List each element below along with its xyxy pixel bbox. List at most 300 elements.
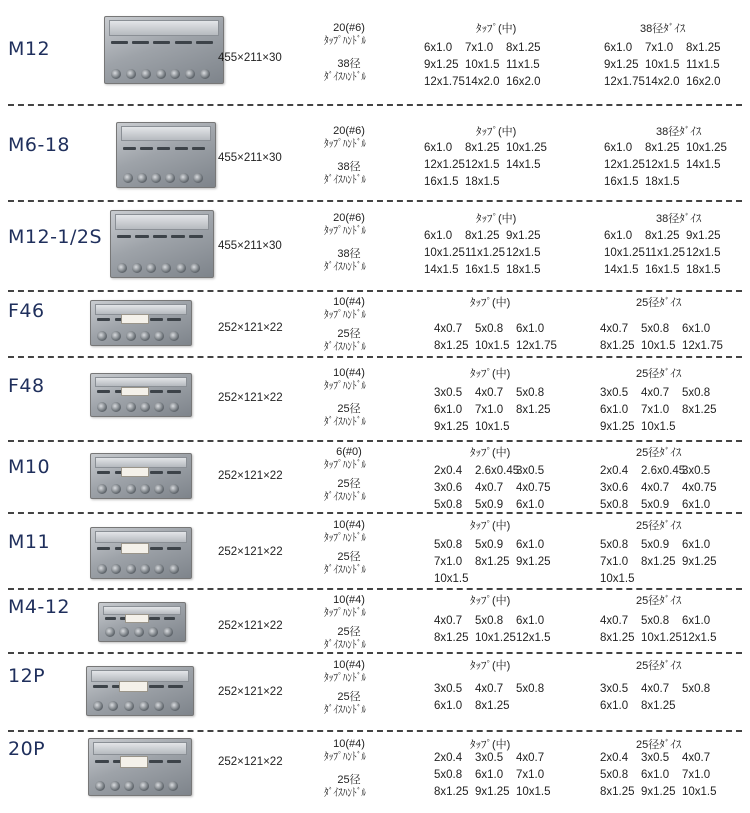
tap-slot xyxy=(123,147,136,150)
tap-handle-label: ﾀｯﾌﾟﾊﾝﾄﾞﾙ xyxy=(324,672,367,684)
case-dimensions: 252×121×22 xyxy=(218,322,283,334)
tap-size-grid xyxy=(434,385,557,436)
tap-slot xyxy=(167,547,180,550)
die-column-title: 25径ﾀﾞｲｽ xyxy=(636,297,682,309)
case-label xyxy=(121,387,149,396)
die-size: 6x1.0 xyxy=(641,769,670,781)
die-size: 4x0.7 xyxy=(600,323,629,335)
tap-slot xyxy=(171,235,185,238)
tap-size-row xyxy=(434,419,557,436)
die-disc xyxy=(154,402,164,412)
tap-handle-label: ﾀｯﾌﾟﾊﾝﾄﾞﾙ xyxy=(324,607,367,619)
tap-size: 4x0.7 xyxy=(434,615,463,627)
tap-size-row xyxy=(424,262,547,279)
tap-slot xyxy=(196,41,213,44)
tap-size: 8x1.25 xyxy=(475,700,510,712)
die-size-row xyxy=(604,174,727,191)
die-size: 10x1.25 xyxy=(641,632,682,644)
tap-size: 12x1.75 xyxy=(516,340,557,352)
tap-size-grid xyxy=(424,140,547,191)
tap-size: 10x1.5 xyxy=(434,573,469,585)
die-size: 16x1.5 xyxy=(604,176,639,188)
tap-slot xyxy=(167,760,181,763)
die-size: 2x0.4 xyxy=(600,752,629,764)
tap-slot xyxy=(175,147,188,150)
tap-size: 14x1.5 xyxy=(424,264,459,276)
tap-size-grid xyxy=(434,537,557,588)
die-size: 16x2.0 xyxy=(686,76,721,88)
die-disc xyxy=(139,701,149,711)
die-size: 8x1.25 xyxy=(645,142,680,154)
die-size: 4x0.7 xyxy=(682,752,711,764)
handle-spec xyxy=(324,22,384,84)
die-size: 4x0.7 xyxy=(641,387,670,399)
die-disc xyxy=(126,69,136,79)
die-size: 9x1.25 xyxy=(641,786,676,798)
die-size: 18x1.5 xyxy=(686,264,721,276)
die-size: 7x1.0 xyxy=(682,769,711,781)
case-lid xyxy=(95,531,187,543)
die-disc xyxy=(190,263,200,273)
die-disc xyxy=(140,484,150,494)
tap-size-grid xyxy=(434,681,557,715)
handle-gap xyxy=(324,151,374,161)
tap-handle-size: 10(#4) xyxy=(333,659,365,671)
tap-column-title: ﾀｯﾌﾟ(中) xyxy=(476,213,517,225)
die-size-row xyxy=(604,140,727,157)
die-size: 11x1.25 xyxy=(645,247,686,259)
die-size-grid xyxy=(600,537,723,588)
die-handle-label: ﾀﾞｲｽﾊﾝﾄﾞﾙ xyxy=(324,639,367,651)
die-handle-label: ﾀﾞｲｽﾊﾝﾄﾞﾙ xyxy=(324,71,367,83)
die-size: 12x1.75 xyxy=(604,76,645,88)
tap-size: 8x1.25 xyxy=(475,556,510,568)
tap-size-row xyxy=(434,613,557,630)
tap-size: 9x1.25 xyxy=(434,421,469,433)
die-size: 6x1.0 xyxy=(604,230,633,242)
tap-slot xyxy=(167,390,180,393)
case-dimensions: 455×211×30 xyxy=(218,240,282,252)
die-handle-label: ﾀﾞｲｽﾊﾝﾄﾞﾙ xyxy=(324,564,367,576)
product-case-image xyxy=(90,453,192,499)
tap-size-grid xyxy=(434,750,557,801)
product-case-image xyxy=(88,738,192,796)
tap-size: 10x1.5 xyxy=(516,786,551,798)
die-handle-size: 38径 xyxy=(337,248,361,260)
tap-slot xyxy=(153,41,170,44)
tap-handle-label: ﾀｯﾌﾟﾊﾝﾄﾞﾙ xyxy=(324,532,367,544)
die-size: 8x1.25 xyxy=(600,632,635,644)
die-disc xyxy=(126,402,136,412)
case-dimensions: 455×211×30 xyxy=(218,52,282,64)
tap-size-grid xyxy=(424,40,547,91)
die-size: 9x1.25 xyxy=(604,59,639,71)
tap-size-row xyxy=(424,74,547,91)
die-size: 14x1.5 xyxy=(604,264,639,276)
tap-handle-label: ﾀｯﾌﾟﾊﾝﾄﾞﾙ xyxy=(324,225,367,237)
tap-size: 16x2.0 xyxy=(506,76,541,88)
handle-spec xyxy=(324,212,384,274)
tap-size-row xyxy=(434,681,557,698)
case-dimensions: 252×121×22 xyxy=(218,470,283,482)
tap-slot xyxy=(167,471,180,474)
die-size-grid xyxy=(600,385,723,436)
row-divider xyxy=(8,440,742,442)
die-size: 5x0.8 xyxy=(600,769,629,781)
die-disc xyxy=(170,69,180,79)
tap-size: 9x1.25 xyxy=(516,556,551,568)
die-size: 9x1.25 xyxy=(686,230,721,242)
die-size: 3x0.5 xyxy=(682,465,711,477)
tap-size-row xyxy=(424,140,547,157)
tap-size: 16x1.5 xyxy=(424,176,459,188)
die-handle-label: ﾀﾞｲｽﾊﾝﾄﾞﾙ xyxy=(324,174,367,186)
tap-size: 5x0.8 xyxy=(516,683,545,695)
tap-size: 8x1.25 xyxy=(434,632,469,644)
die-disc xyxy=(140,564,150,574)
tap-slot xyxy=(192,147,205,150)
tap-slot xyxy=(140,147,153,150)
tap-slot xyxy=(150,390,163,393)
tap-size: 5x0.8 xyxy=(475,323,504,335)
die-handle-label: ﾀﾞｲｽﾊﾝﾄﾞﾙ xyxy=(324,704,367,716)
tap-handle-size: 20(#6) xyxy=(333,22,365,34)
tap-slot xyxy=(153,235,167,238)
die-disc xyxy=(126,331,136,341)
tap-handle-size: 20(#6) xyxy=(333,125,365,137)
tap-size: 6x1.0 xyxy=(516,323,545,335)
product-case-image xyxy=(86,666,194,716)
die-disc xyxy=(97,331,107,341)
die-size: 8x1.25 xyxy=(645,230,680,242)
die-size-row xyxy=(604,40,727,57)
case-dimensions: 252×121×22 xyxy=(218,686,283,698)
tap-handle-size: 10(#4) xyxy=(333,738,365,750)
tap-size-row xyxy=(424,245,547,262)
product-case-image xyxy=(104,16,224,84)
die-size-row xyxy=(600,419,723,436)
die-size: 16x1.5 xyxy=(645,264,680,276)
tap-handle-label: ﾀｯﾌﾟﾊﾝﾄﾞﾙ xyxy=(324,380,367,392)
tap-size-grid xyxy=(424,228,547,279)
die-size-row xyxy=(600,385,723,402)
tap-size-row xyxy=(434,767,557,784)
handle-spec xyxy=(324,367,384,429)
die-column-title: 38径ﾀﾞｲｽ xyxy=(640,23,686,35)
tap-size: 18x1.5 xyxy=(506,264,541,276)
die-size: 6x1.0 xyxy=(600,700,629,712)
die-disc xyxy=(169,402,179,412)
tap-size: 5x0.8 xyxy=(434,769,463,781)
die-size-grid xyxy=(604,40,727,91)
case-lid xyxy=(95,377,187,387)
die-size: 10x1.25 xyxy=(686,142,727,154)
die-size: 5x0.9 xyxy=(641,539,670,551)
die-size: 6x1.0 xyxy=(682,499,711,511)
tap-size: 7x1.0 xyxy=(475,404,504,416)
die-size-grid xyxy=(600,750,723,801)
model-name: M10 xyxy=(8,456,51,478)
model-name: 12P xyxy=(8,665,46,687)
model-name: M4-12 xyxy=(8,596,71,618)
tap-size: 5x0.8 xyxy=(475,615,504,627)
tap-size-row xyxy=(424,157,547,174)
tap-size: 6x1.0 xyxy=(516,499,545,511)
tap-slot xyxy=(97,547,110,550)
die-size-row xyxy=(604,228,727,245)
tap-size: 12x1.5 xyxy=(516,632,551,644)
tap-size: 12x1.5 xyxy=(465,159,500,171)
die-size: 8x1.25 xyxy=(600,786,635,798)
tap-slot xyxy=(150,547,163,550)
model-name: F46 xyxy=(8,300,45,322)
tap-size: 8x1.25 xyxy=(506,42,541,54)
die-size: 5x0.8 xyxy=(641,323,670,335)
tap-size-row xyxy=(434,537,557,554)
die-size: 5x0.8 xyxy=(600,539,629,551)
tap-column-title: ﾀｯﾌﾟ(中) xyxy=(470,297,511,309)
tap-slot xyxy=(149,760,163,763)
die-size-grid xyxy=(604,228,727,279)
tap-column-title: ﾀｯﾌﾟ(中) xyxy=(476,126,517,138)
tap-size: 6x1.0 xyxy=(475,769,504,781)
tap-size-row xyxy=(434,338,557,355)
die-size-row xyxy=(600,767,723,784)
tap-handle-size: 10(#4) xyxy=(333,519,365,531)
die-disc xyxy=(163,627,173,637)
die-handle-size: 25径 xyxy=(337,478,361,490)
tap-handle-label: ﾀｯﾌﾟﾊﾝﾄﾞﾙ xyxy=(324,35,367,47)
die-disc xyxy=(97,402,107,412)
tap-size-row xyxy=(434,463,557,480)
case-dimensions: 252×121×22 xyxy=(218,546,283,558)
tap-column-title: ﾀｯﾌﾟ(中) xyxy=(476,23,517,35)
tap-size-row xyxy=(434,480,557,497)
tap-size-row xyxy=(434,784,557,801)
product-case-image xyxy=(90,527,192,579)
die-size-row xyxy=(604,262,727,279)
die-size-row xyxy=(600,630,723,647)
tap-size: 4x0.7 xyxy=(475,387,504,399)
tap-handle-size: 10(#4) xyxy=(333,367,365,379)
tap-size: 5x0.8 xyxy=(434,539,463,551)
die-size-row xyxy=(600,750,723,767)
die-size: 4x0.7 xyxy=(641,482,670,494)
tap-slot xyxy=(117,235,131,238)
tap-size: 10x1.5 xyxy=(465,59,500,71)
die-size: 2x0.4 xyxy=(600,465,629,477)
tap-size: 6x1.0 xyxy=(424,230,453,242)
die-disc xyxy=(123,173,133,183)
tap-size: 5x0.8 xyxy=(516,387,545,399)
tap-size: 9x1.25 xyxy=(506,230,541,242)
die-disc xyxy=(126,484,136,494)
tap-column-title: ﾀｯﾌﾟ(中) xyxy=(470,368,511,380)
tap-size: 14x1.5 xyxy=(506,159,541,171)
handle-gap xyxy=(324,238,374,248)
die-size-row xyxy=(600,571,723,588)
die-disc xyxy=(111,564,121,574)
tap-size-row xyxy=(434,402,557,419)
die-size: 4x0.7 xyxy=(600,615,629,627)
handle-spec xyxy=(324,125,384,187)
die-disc xyxy=(176,263,186,273)
tap-slot xyxy=(105,617,116,620)
tap-size: 11x1.25 xyxy=(465,247,506,259)
tap-slot xyxy=(150,471,163,474)
die-size: 8x1.25 xyxy=(682,404,717,416)
die-disc xyxy=(97,564,107,574)
die-disc xyxy=(111,484,121,494)
die-size: 4x0.75 xyxy=(682,482,717,494)
handle-spec xyxy=(324,446,384,504)
model-name: 20P xyxy=(8,738,46,760)
product-case-image xyxy=(90,373,192,417)
die-size: 14x2.0 xyxy=(645,76,680,88)
tap-size: 8x1.25 xyxy=(465,142,500,154)
row-divider xyxy=(8,356,742,358)
row-divider xyxy=(8,200,742,202)
die-size-grid xyxy=(604,140,727,191)
tap-size: 6x1.0 xyxy=(516,539,545,551)
tap-slot xyxy=(189,235,203,238)
tap-handle-size: 10(#4) xyxy=(333,296,365,308)
die-disc xyxy=(140,331,150,341)
die-size-row xyxy=(604,57,727,74)
tap-handle-size: 6(#0) xyxy=(336,446,362,458)
tap-size-row xyxy=(424,40,547,57)
die-disc xyxy=(111,331,121,341)
die-disc xyxy=(95,781,105,791)
die-size: 7x1.0 xyxy=(641,404,670,416)
tap-handle-size: 20(#6) xyxy=(333,212,365,224)
die-disc xyxy=(117,263,127,273)
die-size: 8x1.25 xyxy=(641,700,676,712)
die-handle-size: 38径 xyxy=(337,58,361,70)
die-size: 10x1.5 xyxy=(682,786,717,798)
tap-slot xyxy=(93,685,108,688)
die-size-grid xyxy=(600,681,723,715)
die-size-row xyxy=(604,157,727,174)
tap-size: 6x1.0 xyxy=(516,615,545,627)
die-disc xyxy=(154,781,164,791)
die-disc xyxy=(151,173,161,183)
die-column-title: 25径ﾀﾞｲｽ xyxy=(636,447,682,459)
row-divider xyxy=(8,588,742,590)
tap-size-grid xyxy=(434,613,557,647)
row-divider xyxy=(8,104,742,106)
die-size: 6x1.0 xyxy=(682,615,711,627)
die-size: 3x0.5 xyxy=(641,752,670,764)
tap-size: 8x1.25 xyxy=(434,786,469,798)
die-handle-size: 25径 xyxy=(337,691,361,703)
die-column-title: 25径ﾀﾞｲｽ xyxy=(636,595,682,607)
tap-size-grid xyxy=(434,321,557,355)
case-dimensions: 252×121×22 xyxy=(218,620,283,632)
case-lid xyxy=(95,304,187,315)
row-divider xyxy=(8,730,742,732)
die-size: 6x1.0 xyxy=(604,42,633,54)
die-handle-label: ﾀﾞｲｽﾊﾝﾄﾞﾙ xyxy=(324,416,367,428)
tap-size-row xyxy=(424,174,547,191)
tap-size-row xyxy=(434,630,557,647)
case-label xyxy=(120,756,149,768)
tap-column-title: ﾀｯﾌﾟ(中) xyxy=(470,447,511,459)
tap-size: 6x1.0 xyxy=(424,42,453,54)
die-handle-size: 38径 xyxy=(337,161,361,173)
case-label xyxy=(125,614,149,622)
tap-size: 4x0.75 xyxy=(516,482,551,494)
die-disc xyxy=(110,781,120,791)
die-size: 9x1.25 xyxy=(600,421,635,433)
tap-size: 10x1.25 xyxy=(475,632,516,644)
handle-gap xyxy=(324,393,374,403)
tap-size: 10x1.5 xyxy=(475,340,510,352)
die-disc xyxy=(139,781,149,791)
row-divider xyxy=(8,652,742,654)
tap-size: 7x1.0 xyxy=(465,42,494,54)
die-size: 5x0.9 xyxy=(641,499,670,511)
die-size: 8x1.25 xyxy=(641,556,676,568)
die-disc xyxy=(193,173,203,183)
handle-gap xyxy=(324,48,374,58)
tap-slot xyxy=(149,685,164,688)
tap-handle-label: ﾀｯﾌﾟﾊﾝﾄﾞﾙ xyxy=(324,309,367,321)
case-label xyxy=(121,314,149,324)
case-dimensions: 252×121×22 xyxy=(218,756,283,768)
die-disc xyxy=(154,701,164,711)
tap-size: 3x0.6 xyxy=(434,482,463,494)
tap-slot xyxy=(175,41,192,44)
tap-handle-label: ﾀｯﾌﾟﾊﾝﾄﾞﾙ xyxy=(324,138,367,150)
die-column-title: 25径ﾀﾞｲｽ xyxy=(636,368,682,380)
die-disc xyxy=(140,402,150,412)
die-size: 10x1.5 xyxy=(600,573,635,585)
product-case-image xyxy=(98,602,186,642)
die-column-title: 38径ﾀﾞｲｽ xyxy=(656,213,702,225)
tap-size: 4x0.7 xyxy=(434,323,463,335)
case-lid xyxy=(93,742,187,755)
tap-slot xyxy=(149,617,160,620)
die-size: 9x1.25 xyxy=(682,556,717,568)
die-handle-label: ﾀﾞｲｽﾊﾝﾄﾞﾙ xyxy=(324,261,367,273)
tap-size: 7x1.0 xyxy=(516,769,545,781)
tap-size-grid xyxy=(434,463,557,514)
case-label xyxy=(121,543,149,554)
die-disc xyxy=(156,69,166,79)
die-handle-size: 25径 xyxy=(337,626,361,638)
tap-slot xyxy=(95,760,109,763)
tap-slot xyxy=(132,41,149,44)
die-disc xyxy=(161,263,171,273)
tap-size: 8x1.25 xyxy=(434,340,469,352)
die-size: 3x0.5 xyxy=(600,683,629,695)
die-disc xyxy=(200,69,210,79)
die-handle-size: 25径 xyxy=(337,328,361,340)
die-size-row xyxy=(604,245,727,262)
die-size: 10x1.5 xyxy=(645,59,680,71)
die-disc xyxy=(137,173,147,183)
handle-spec xyxy=(324,519,384,577)
die-disc xyxy=(124,781,134,791)
row-divider xyxy=(8,512,742,514)
die-size-row xyxy=(600,321,723,338)
die-size: 10x1.25 xyxy=(604,247,645,259)
tap-size: 4x0.7 xyxy=(475,683,504,695)
tap-column-title: ﾀｯﾌﾟ(中) xyxy=(470,739,511,751)
die-size-row xyxy=(604,74,727,91)
tap-size: 9x1.25 xyxy=(475,786,510,798)
